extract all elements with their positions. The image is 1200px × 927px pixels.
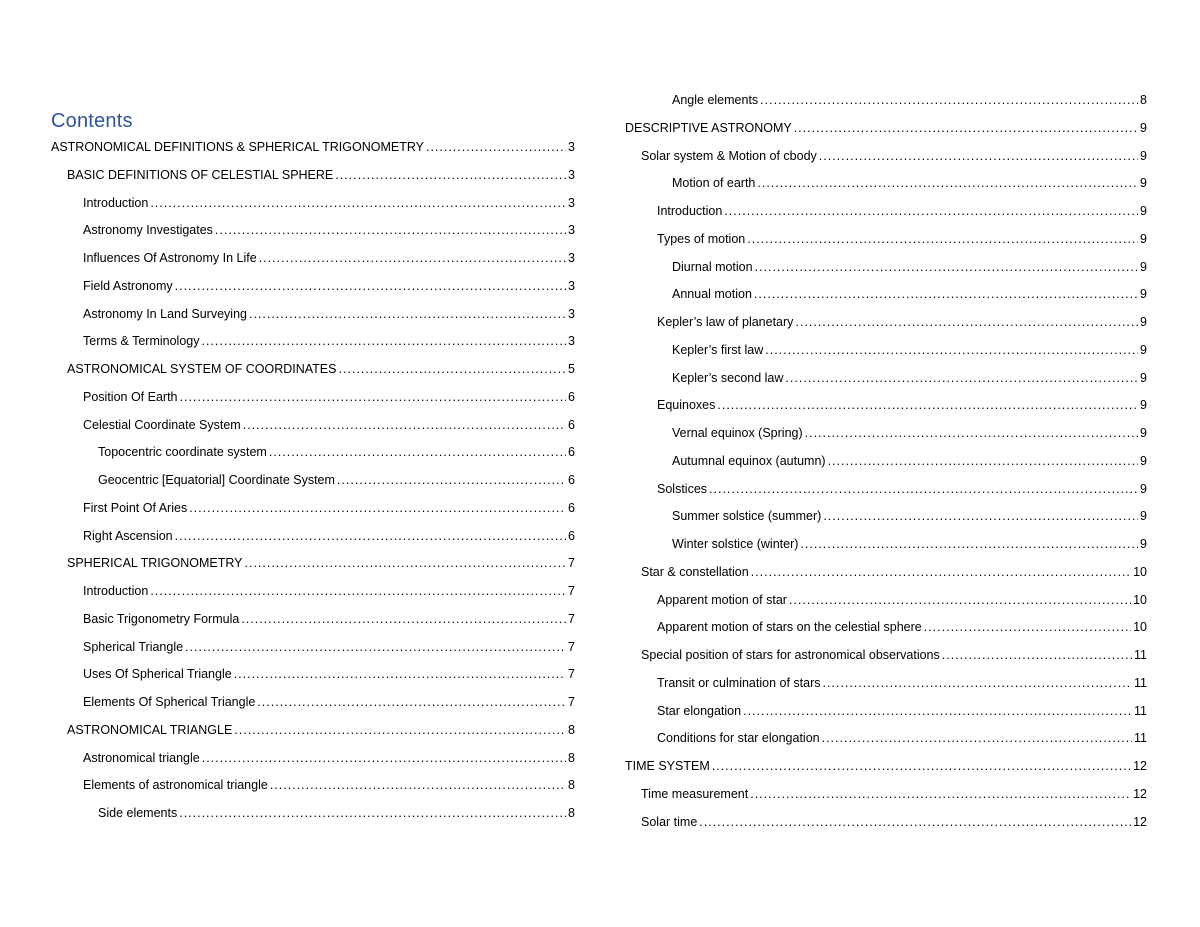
dot-leader — [717, 396, 1138, 414]
dot-leader — [747, 230, 1138, 248]
toc-entry-label: Elements Of Spherical Triangle — [83, 695, 256, 709]
toc-entry[interactable] — [641, 813, 1147, 831]
toc-entry-label: Solar time — [641, 814, 698, 829]
toc-entry-label: TIME SYSTEM — [625, 759, 710, 773]
toc-entry[interactable] — [672, 285, 1147, 303]
toc-entry-label: Influences Of Astronomy In Life — [83, 251, 257, 265]
toc-entry[interactable] — [98, 804, 575, 822]
dot-leader — [795, 313, 1138, 331]
toc-entry[interactable] — [83, 388, 575, 406]
dot-leader — [201, 332, 566, 350]
dot-leader — [789, 591, 1131, 609]
toc-entry[interactable] — [67, 360, 575, 378]
dot-leader — [189, 499, 566, 517]
toc-entry[interactable] — [641, 563, 1147, 581]
toc-entry-page-number: 9 — [1140, 120, 1147, 135]
toc-entry[interactable] — [657, 202, 1147, 220]
toc-entry-page-number: 9 — [1140, 398, 1147, 413]
toc-entry-page-number: 3 — [568, 167, 575, 182]
toc-entry[interactable] — [625, 757, 1147, 775]
toc-entry-page-number: 10 — [1133, 564, 1147, 579]
dot-leader — [175, 527, 566, 545]
toc-entry-label: Vernal equinox (Spring) — [672, 426, 803, 440]
toc-entry[interactable] — [657, 396, 1147, 414]
dot-leader — [709, 480, 1138, 498]
toc-entry-page-number: 6 — [568, 528, 575, 543]
toc-entry-label: Position Of Earth — [83, 389, 178, 404]
toc-entry-label: Solar system & Motion of cbody — [641, 148, 817, 163]
toc-entry-page-number: 7 — [568, 667, 575, 682]
toc-entry-label: Equinoxes — [657, 398, 716, 413]
toc-entry-page-number: 5 — [568, 362, 575, 376]
toc-entry[interactable] — [67, 554, 575, 572]
toc-entry-label: First Point Of Aries — [83, 500, 188, 515]
toc-entry[interactable] — [83, 693, 575, 711]
dot-leader — [924, 618, 1131, 636]
dot-leader — [794, 119, 1138, 137]
dot-leader — [426, 138, 566, 156]
dot-leader — [822, 674, 1132, 692]
dot-leader — [179, 804, 566, 822]
toc-entry[interactable] — [83, 277, 575, 295]
toc-entry-page-number: 12 — [1133, 786, 1147, 801]
toc-entry[interactable] — [641, 785, 1147, 803]
toc-entry-page-number: 8 — [568, 750, 575, 765]
toc-entry-label: Star & constellation — [641, 564, 749, 579]
toc-entry-page-number: 9 — [1140, 426, 1147, 440]
dot-leader — [805, 424, 1138, 442]
toc-entry[interactable] — [657, 702, 1147, 720]
dot-leader — [828, 452, 1138, 470]
toc-entry-page-number: 3 — [568, 251, 575, 265]
toc-entry-page-number: 9 — [1140, 176, 1147, 191]
toc-entry-page-number: 9 — [1140, 481, 1147, 496]
toc-entry[interactable] — [657, 729, 1147, 747]
dot-leader — [257, 693, 566, 711]
toc-entry-page-number: 9 — [1140, 537, 1147, 551]
dot-leader — [800, 535, 1138, 553]
toc-entry-page-number: 10 — [1133, 620, 1147, 635]
toc-entry[interactable] — [625, 119, 1147, 137]
dot-leader — [150, 194, 566, 212]
dot-leader — [243, 416, 566, 434]
toc-heading: Contents — [51, 110, 133, 132]
dot-leader — [338, 360, 566, 378]
dot-leader — [751, 563, 1131, 581]
toc-entry[interactable] — [672, 174, 1147, 192]
toc-entry[interactable] — [83, 582, 575, 600]
toc-entry-page-number: 3 — [568, 334, 575, 349]
dot-leader — [699, 813, 1131, 831]
toc-entry-page-number: 6 — [568, 389, 575, 404]
dot-leader — [757, 174, 1138, 192]
toc-entry[interactable] — [83, 416, 575, 434]
toc-entry-page-number: 9 — [1140, 315, 1147, 329]
toc-entry-label: Kepler’s law of planetary — [657, 315, 794, 329]
toc-entry-page-number: 8 — [568, 806, 575, 820]
toc-entry-label: Astronomy Investigates — [83, 223, 213, 238]
toc-entry-label: DESCRIPTIVE ASTRONOMY — [625, 120, 792, 135]
toc-entry[interactable] — [83, 638, 575, 656]
toc-entry-label: Diurnal motion — [672, 259, 753, 274]
toc-entry-page-number: 6 — [568, 445, 575, 460]
toc-entry[interactable] — [672, 258, 1147, 276]
toc-entry[interactable] — [98, 443, 575, 461]
dot-leader — [180, 388, 567, 406]
toc-entry-page-number: 7 — [568, 639, 575, 654]
dot-leader — [150, 582, 566, 600]
toc-entry-label: Terms & Terminology — [83, 334, 200, 349]
toc-entry[interactable] — [83, 221, 575, 239]
dot-leader — [819, 147, 1138, 165]
toc-entry[interactable] — [672, 91, 1147, 109]
toc-entry-page-number: 6 — [568, 417, 575, 432]
dot-leader — [724, 202, 1138, 220]
toc-entry-label: Star elongation — [657, 703, 742, 718]
toc-entry-label: Kepler’s second law — [672, 370, 784, 385]
toc-entry-label: Apparent motion of stars on the celestial sphere — [657, 620, 922, 635]
toc-entry-label: Introduction — [657, 204, 723, 218]
toc-entry-label: Solstices — [657, 481, 708, 496]
toc-entry[interactable] — [672, 341, 1147, 359]
toc-entry-label: Astronomical triangle — [83, 750, 200, 765]
toc-entry-label: Types of motion — [657, 231, 746, 246]
toc-entry[interactable] — [83, 776, 575, 794]
dot-leader — [760, 91, 1138, 109]
toc-entry-page-number: 11 — [1134, 675, 1147, 690]
toc-entry[interactable] — [657, 618, 1147, 636]
dot-leader — [785, 369, 1138, 387]
dot-leader — [942, 646, 1132, 664]
toc-entry-page-number: 12 — [1133, 814, 1147, 829]
toc-entry-page-number: 9 — [1140, 342, 1147, 357]
toc-entry[interactable] — [83, 610, 575, 628]
toc-entry-page-number: 7 — [568, 695, 575, 709]
toc-entry-page-number: 11 — [1134, 731, 1147, 746]
dot-leader — [337, 471, 566, 489]
toc-entry-label: Special position of stars for astronomical observations — [641, 648, 940, 662]
dot-leader — [185, 638, 566, 656]
dot-leader — [234, 721, 566, 739]
toc-entry-page-number: 3 — [568, 195, 575, 210]
dot-leader — [202, 749, 566, 767]
dot-leader — [335, 166, 566, 184]
toc-entry-page-number: 7 — [568, 611, 575, 626]
toc-entry-label: Elements of astronomical triangle — [83, 778, 268, 793]
toc-entry-page-number: 9 — [1140, 287, 1147, 302]
toc-entry-page-number: 7 — [568, 584, 575, 598]
toc-entry[interactable] — [672, 535, 1147, 553]
toc-entry[interactable] — [98, 471, 575, 489]
toc-entry-label: Geocentric [Equatorial] Coordinate System — [98, 473, 335, 487]
toc-entry[interactable] — [672, 424, 1147, 442]
toc-entry-page-number: 3 — [568, 223, 575, 238]
toc-entry[interactable] — [657, 480, 1147, 498]
toc-entry-label: Right Ascension — [83, 528, 173, 543]
toc-entry-label: Introduction — [83, 584, 149, 598]
toc-entry-label: Apparent motion of star — [657, 592, 787, 607]
toc-entry[interactable] — [67, 166, 575, 184]
toc-entry-label: Winter solstice (winter) — [672, 537, 799, 551]
toc-entry-label: Autumnal equinox (autumn) — [672, 453, 826, 468]
toc-entry-label: Summer solstice (summer) — [672, 509, 822, 524]
toc-entry-page-number: 8 — [568, 722, 575, 737]
toc-entry-page-number: 9 — [1140, 204, 1147, 218]
toc-entry[interactable] — [657, 313, 1147, 331]
dot-leader — [712, 757, 1131, 775]
toc-entry[interactable] — [83, 249, 575, 267]
dot-leader — [234, 665, 566, 683]
dot-leader — [743, 702, 1132, 720]
dot-leader — [259, 249, 566, 267]
dot-leader — [754, 285, 1138, 303]
dot-leader — [241, 610, 566, 628]
toc-entry[interactable] — [51, 138, 575, 156]
toc-entry-page-number: 9 — [1140, 259, 1147, 274]
dot-leader — [175, 277, 566, 295]
toc-entry-page-number: 9 — [1140, 509, 1147, 524]
toc-entry-label: Conditions for star elongation — [657, 731, 820, 746]
dot-leader — [269, 443, 566, 461]
toc-entry-page-number: 3 — [568, 306, 575, 321]
toc-entry-page-number: 11 — [1134, 648, 1147, 662]
toc-entry-label: Annual motion — [672, 287, 752, 302]
toc-entry-label: ASTRONOMICAL DEFINITIONS & SPHERICAL TRIGONOMETRY — [51, 140, 424, 154]
toc-entry[interactable] — [672, 452, 1147, 470]
toc-entry-page-number: 6 — [568, 473, 575, 487]
toc-entry-label: Celestial Coordinate System — [83, 417, 241, 432]
toc-entry[interactable] — [83, 527, 575, 545]
toc-entry-label: Transit or culmination of stars — [657, 675, 821, 690]
toc-entry-label: Motion of earth — [672, 176, 756, 191]
toc-entry-label: Uses Of Spherical Triangle — [83, 667, 232, 682]
toc-entry-page-number: 9 — [1140, 148, 1147, 163]
dot-leader — [245, 554, 567, 572]
toc-entry[interactable] — [83, 194, 575, 212]
toc-entry-page-number: 7 — [568, 556, 575, 571]
toc-entry-page-number: 9 — [1140, 231, 1147, 246]
toc-entry[interactable] — [83, 499, 575, 517]
dot-leader — [823, 507, 1138, 525]
toc-entry-page-number: 12 — [1133, 759, 1147, 773]
toc-entry-page-number: 8 — [568, 778, 575, 793]
toc-entry-label: Kepler’s first law — [672, 342, 764, 357]
toc-entry[interactable] — [657, 230, 1147, 248]
toc-entry[interactable] — [83, 332, 575, 350]
toc-entry-label: Angle elements — [672, 93, 759, 107]
toc-entry[interactable] — [657, 674, 1147, 692]
toc-entry-page-number: 9 — [1140, 370, 1147, 385]
toc-entry[interactable] — [641, 646, 1147, 664]
dot-leader — [750, 785, 1131, 803]
toc-entry-label: Field Astronomy — [83, 278, 173, 293]
toc-entry[interactable] — [83, 749, 575, 767]
toc-entry-page-number: 3 — [568, 140, 575, 154]
toc-entry-page-number: 3 — [568, 278, 575, 293]
toc-entry[interactable] — [641, 147, 1147, 165]
dot-leader — [270, 776, 566, 794]
dot-leader — [215, 221, 566, 239]
toc-entry-label: Astronomy In Land Surveying — [83, 306, 247, 321]
toc-entry[interactable] — [672, 507, 1147, 525]
dot-leader — [249, 305, 566, 323]
toc-entry-label: Time measurement — [641, 786, 749, 801]
toc-entry-label: Topocentric coordinate system — [98, 445, 267, 460]
toc-entry-label: Side elements — [98, 806, 178, 820]
toc-entry-page-number: 10 — [1133, 592, 1147, 607]
dot-leader — [822, 729, 1132, 747]
toc-entry-label: ASTRONOMICAL TRIANGLE — [67, 722, 233, 737]
dot-leader — [765, 341, 1138, 359]
toc-entry-label: SPHERICAL TRIGONOMETRY — [67, 556, 243, 571]
toc-entry-page-number: 8 — [1140, 93, 1147, 107]
toc-entry-page-number: 11 — [1134, 703, 1147, 718]
dot-leader — [755, 258, 1138, 276]
toc-entry[interactable] — [672, 369, 1147, 387]
toc-entry-label: Spherical Triangle — [83, 639, 184, 654]
toc-entry-label: Introduction — [83, 195, 149, 210]
toc-entry-page-number: 6 — [568, 500, 575, 515]
toc-entry-page-number: 9 — [1140, 453, 1147, 468]
toc-entry[interactable] — [67, 721, 575, 739]
toc-entry[interactable] — [83, 305, 575, 323]
toc-entry[interactable] — [657, 591, 1147, 609]
toc-entry[interactable] — [83, 665, 575, 683]
toc-entry-label: ASTRONOMICAL SYSTEM OF COORDINATES — [67, 362, 337, 376]
toc-entry-label: BASIC DEFINITIONS OF CELESTIAL SPHERE — [67, 167, 334, 182]
toc-entry-label: Basic Trigonometry Formula — [83, 611, 240, 626]
